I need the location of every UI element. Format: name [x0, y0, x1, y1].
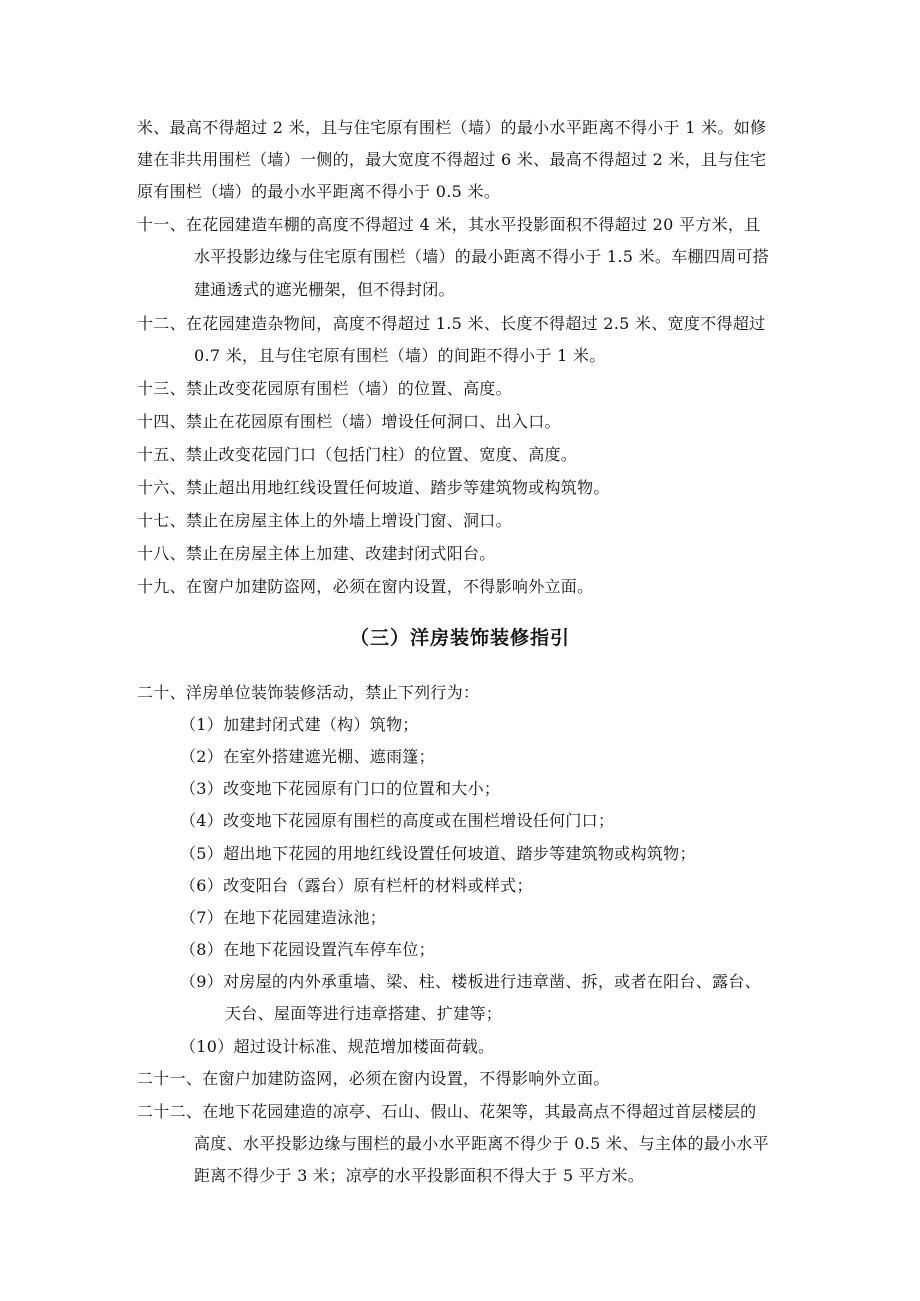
clause-16: 十六、禁止超出用地红线设置任何坡道、踏步等建筑物或构筑物。	[137, 478, 610, 497]
list-item: （2）在室外搭建遮光棚、遮雨篷；	[180, 747, 435, 766]
list-item: （9）对房屋的内外承重墙、梁、柱、楼板进行违章凿、拆，或者在阳台、露台、	[180, 972, 761, 991]
paragraph-line: 原有围栏（墙）的最小水平距离不得小于 0.5 米。	[137, 182, 501, 201]
list-item: （1）加建封闭式建（构）筑物；	[180, 715, 419, 734]
clause-17: 十七、禁止在房屋主体上的外墙上增设门窗、洞口。	[137, 511, 512, 530]
clause-18: 十八、禁止在房屋主体上加建、改建封闭式阳台。	[137, 544, 496, 563]
clause-22-line: 二十二、在地下花园建造的凉亭、石山、假山、花架等，其最高点不得超过首层楼层的	[137, 1102, 757, 1121]
clause-22-line: 高度、水平投影边缘与围栏的最小水平距离不得少于 0.5 米、与主体的最小水平	[194, 1134, 770, 1153]
clause-21: 二十一、在窗户加建防盗网，必须在窗内设置，不得影响外立面。	[137, 1069, 610, 1088]
list-item: （7）在地下花园建造泳池；	[180, 908, 387, 927]
list-item: （10）超过设计标准、规范增加楼面荷载。	[180, 1037, 495, 1056]
clause-22-line: 距离不得少于 3 米；凉亭的水平投影面积不得大于 5 平方米。	[194, 1166, 645, 1185]
clause-12-line: 十二、在花园建造杂物间，高度不得超过 1.5 米、长度不得超过 2.5 米、宽度不得超过	[137, 314, 766, 333]
list-item: （6）改变阳台（露台）原有栏杆的材料或样式；	[180, 876, 533, 895]
clause-11-line: 水平投影边缘与住宅原有围栏（墙）的最小距离不得小于 1.5 米。车棚四周可搭	[194, 247, 770, 266]
clause-13: 十三、禁止改变花园原有围栏（墙）的位置、高度。	[137, 379, 512, 398]
clause-20-intro: 二十、洋房单位装饰装修活动，禁止下列行为：	[137, 683, 480, 702]
list-item: （5）超出地下花园的用地红线设置任何坡道、踏步等建筑物或构筑物；	[180, 844, 696, 863]
list-item: （8）在地下花园设置汽车停车位；	[180, 940, 435, 959]
clause-14: 十四、禁止在花园原有围栏（墙）增设任何洞口、出入口。	[137, 412, 561, 431]
clause-11-line: 建通透式的遮光栅架，但不得封闭。	[194, 280, 455, 299]
clause-15: 十五、禁止改变花园门口（包括门柱）的位置、宽度、高度。	[137, 445, 578, 464]
clause-12-line: 0.7 米，且与住宅原有围栏（墙）的间距不得小于 1 米。	[194, 346, 606, 365]
list-item: （4）改变地下花园原有围栏的高度或在围栏增设任何门口；	[180, 811, 615, 830]
paragraph-line: 建在非共用围栏（墙）一侧的，最大宽度不得超过 6 米、最高不得超过 2 米，且与住宅	[137, 150, 767, 169]
list-item: （3）改变地下花园原有门口的位置和大小；	[180, 779, 501, 798]
section-title: （三）洋房装饰装修指引	[349, 627, 570, 649]
clause-19: 十九、在窗户加建防盗网，必须在窗内设置，不得影响外立面。	[137, 577, 594, 596]
clause-11-line: 十一、在花园建造车棚的高度不得超过 4 米，其水平投影面积不得超过 20 平方米，且	[137, 215, 761, 234]
list-item-continuation: 天台、屋面等进行违章搭建、扩建等；	[225, 1004, 503, 1023]
paragraph-line: 米、最高不得超过 2 米，且与住宅原有围栏（墙）的最小水平距离不得小于 1 米。如修	[137, 118, 767, 137]
